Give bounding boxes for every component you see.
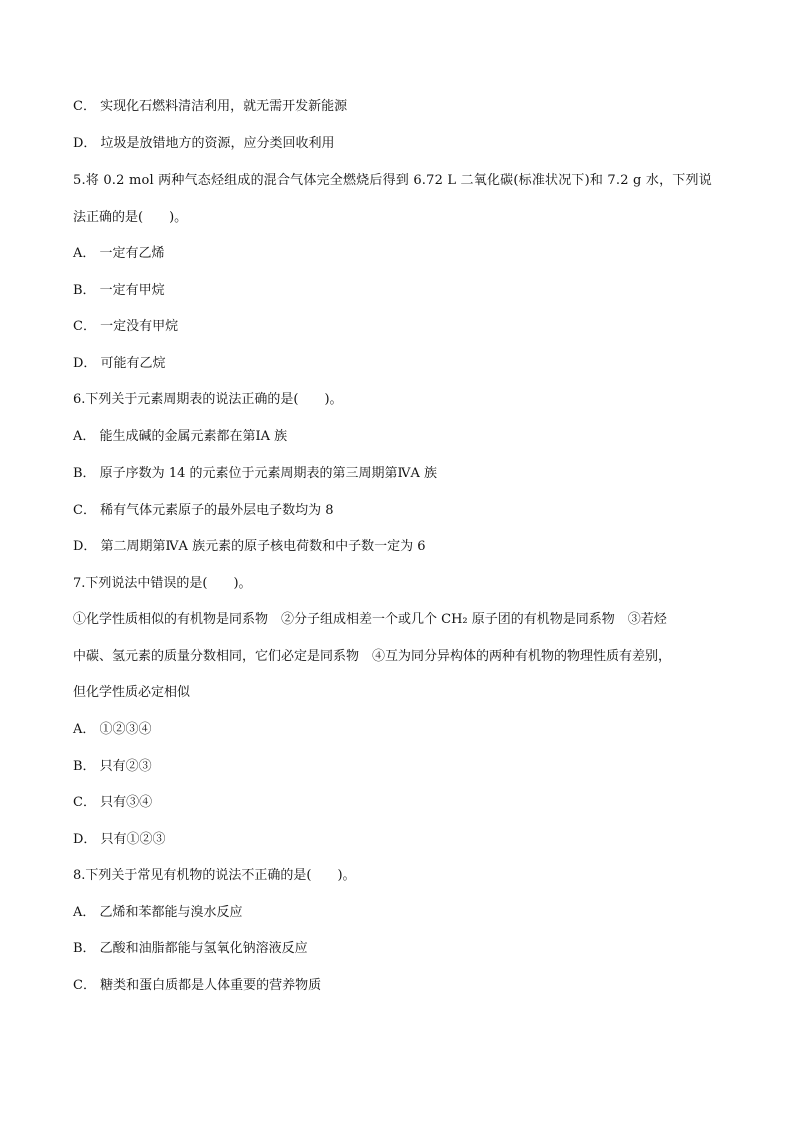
q7-statement-line-3: 但化学性质必定相似 <box>73 685 191 700</box>
q5-option-a: A． 一定有乙烯 <box>73 246 165 261</box>
q5-option-d: D． 可能有乙烷 <box>73 356 166 371</box>
q6-option-d: D． 第二周期第ⅣA 族元素的原子核电荷数和中子数一定为 6 <box>73 539 426 554</box>
q6-stem: 6.下列关于元素周期表的说法正确的是( )。 <box>73 392 343 407</box>
q7-statement-line-2: 中碳、氢元素的质量分数相同，它们必定是同系物 ④互为同分异构体的两种有机物的物理性质有差别， <box>73 649 672 664</box>
q5-stem-line-1: 5.将 0.2 mol 两种气态烃组成的混合气体完全燃烧后得到 6.72 L 二氧化碳(标准状况下)和 7.2 g 水，下列说 <box>73 173 712 188</box>
q8-option-c: C． 糖类和蛋白质都是人体重要的营养物质 <box>73 978 322 993</box>
q7-option-c: C． 只有③④ <box>73 795 153 810</box>
q6-option-a: A． 能生成碱的金属元素都在第ⅠA 族 <box>73 429 288 444</box>
q8-stem: 8.下列关于常见有机物的说法不正确的是( )。 <box>73 868 356 883</box>
q7-statement-line-1: ①化学性质相似的有机物是同系物 ②分子组成相差一个或几个 CH₂ 原子团的有机物是同系物 ③若烃 <box>73 612 667 627</box>
q4-option-d: D． 垃圾是放错地方的资源，应分类回收利用 <box>73 136 335 151</box>
q7-option-d: D． 只有①②③ <box>73 832 166 847</box>
q7-option-a: A． ①②③④ <box>73 722 152 737</box>
q8-option-b: B． 乙酸和油脂都能与氢氧化钠溶液反应 <box>73 941 308 956</box>
q8-option-a: A． 乙烯和苯都能与溴水反应 <box>73 905 243 920</box>
q7-stem: 7.下列说法中错误的是( )。 <box>73 576 252 591</box>
q5-option-b: B． 一定有甲烷 <box>73 283 165 298</box>
q5-option-c: C． 一定没有甲烷 <box>73 319 179 334</box>
q4-option-c: C． 实现化石燃料清洁利用，就无需开发新能源 <box>73 99 348 114</box>
q7-option-b: B． 只有②③ <box>73 759 152 774</box>
q6-option-b: B． 原子序数为 14 的元素位于元素周期表的第三周期第ⅣA 族 <box>73 466 438 481</box>
q5-stem-line-2: 法正确的是( )。 <box>73 210 188 225</box>
q6-option-c: C． 稀有气体元素原子的最外层电子数均为 8 <box>73 503 334 518</box>
